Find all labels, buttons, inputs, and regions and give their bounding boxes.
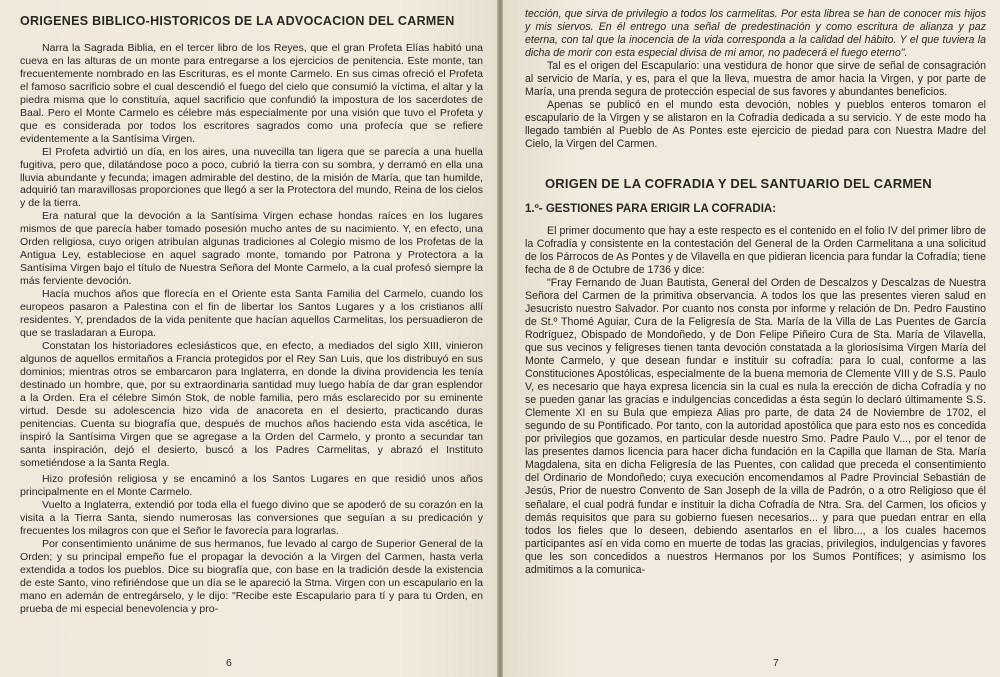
paragraph: "Fray Fernando de Juan Bautista, General del Orden de Descalzos y Descalzas de Nuestra Señora del Carmen de la primitiva observancia. A todos los que las presentes vieren salud en Jesucristo nuestro Salvador. Por cuanto nos consta por informe y relación de Dn. Pedro Faustino de St.º Thomé Aguiar, Cura de la Feligresía de Sta. María de la Villa de Las Puentes de García Rodríguez, Obispado de Mondoñedo, y de Don Felipe Piñeiro Cura de Sta. María de Vilavella, que sus vecinos y feligreses tienen tanta devoción constatada a la gloriosísima Virgen María del Monte Carmelo, y que desean fundar e instituir su cofradía: para lo cual, conforme a las Constituciones Apostólicas, especialmente de la buena memoria de Clemente VIII y de S.S. Paulo V, es necesario que haya expresa licencia sin la cual es nula la erección de dicha Cofradía y no se pueden ganar las gracias e indulgencias concedidas a ésta según lo declaró últimamente S.S. Clemente XI en su Bula que empieza Alias pro parte, de data 24 de Noviembre de 1702, el segundo de su Pontificado. Por tanto, con la autoridad apostólica que para esto nos es concedida por privilegios que gozamos, en particular desde nuestro Smo. Padre Paulo V..., por el tenor de las presentes damos licencia para hacer dicha fundación en la Capilla que llaman de Sta. María Magdalena, sita en dicha Feligresía de las Puentes, con calidad que preceda el consentimiento del Ordinario de Mondoñedo; cuya execución encomendamos al Padre Provincial Sebastián de Jesús, Prior de nuestro Convento de San Joseph de la villa de Padrón, o a otro Religioso que él señalare, el cual podrá fundar e instituir la dicha Cofradía de Ntra. Sra. del Carmen, los oficios y demás requisitos que para su gobierno fuesen necesarios... y para que puedan entrar en ella todos los fieles que lo deseen, debiendo asentarlos en el libro..., a los cuales hacemos participantes así en vida como en muerte de todas las gracias, privilegios, indulgencias y favores que les son concedidos a nuestros Hermanos por los Sumos Pontífices; y asimismo los admitimos a la comunica-	[525, 276, 986, 576]
right-page	[503, 0, 1000, 677]
paragraph: Apenas se publicó en el mundo esta devoción, nobles y pueblos enteros tomaron el escapulario de la Virgen y se alistaron en la Cofradía dedicada a su servicio. Y de este modo ha llegado también al Pueblo de As Pontes este ejercicio de piedad para con Nuestra Madre del Cielo, la Virgen del Carmen.	[525, 99, 986, 151]
page-number: 6	[226, 657, 232, 669]
paragraph: Era natural que la devoción a la Santísima Virgen echase hondas raíces en los lugares mismos de que parecía haber tomado posesión mucho antes de su nacimiento. Y, en efecto, una Orden religiosa, cuyo origen atribuían algunas tradiciones al Colegio mismo de los Profetas de la Antigua Ley, estableciose en aquel sagrado monte, tomando por Patrona y Protectora a la Santísima Virgen bajo el título de Nuestra Señora del Monte Carmelo, a la cual profesó siempre la más ferviente devoción.	[20, 210, 483, 288]
paragraph: El Profeta advirtió un día, en los aires, una nuvecilla tan ligera que se parecía a una huella fugitiva, pero que, dilatándose poco a poco, cubrió la tierra con su sombra, y derramó en ella una lluvia abundante y fecunda; imagen admirable del destino, de la misión de María, que tan humilde, adquirió tan maravillosas proporciones que llegó a ser la Protectora del mundo, Reina de los cielos y de la tierra.	[20, 145, 483, 210]
paragraph: El primer documento que hay a este respecto es el contenido en el folio IV del primer libro de la Cofradía y consistente en la contestación del General de la Orden Carmelitana a una solicitud de los Párrocos de As Pontes y de Vilavella en que pidieran licencia para fundar la Cofradía; tiene fecha de 8 de Octubre de 1736 y dice:	[525, 224, 986, 276]
paragraph: Por consentimiento unánime de sus hermanos, fue levado al cargo de Superior General de la Orden; y su principal empeño fue el propagar la devoción a la Virgen del Carmen, hasta verla extendida a todos los pueblos. Dice su biografía que, con base en la tradición desde la existencia de este Santo, vino refiriéndose que un día se le apareció la Stma. Virgen con un escapulario en la mano en ademán de entregárselo, y le dijo: "Recibe este Escapulario para tí y para tu Orden, en prueba de mi especial benevolencia y pro-	[20, 538, 483, 615]
section-title: ORIGEN DE LA COFRADIA Y DEL SANTUARIO DEL CARMEN	[545, 175, 932, 191]
paragraph: Tal es el origen del Escapulario: una vestidura de honor que sirve de señal de consagración al servicio de María, y es, para el que la lleva, muestra de amor hacia la Virgen, y por parte de María, una prenda segura de protección especial de sus favores y abundantes beneficios.	[525, 60, 986, 99]
quote-continuation: tección, que sirva de privilegio a todos los carmelitas. Por esta librea se han de conocer mis hijos y mis siervos. En él entrego una señal de predestinación y como escritura de alianza y paz eterna, con tal que la inocencia de la vida corresponda a la calidad del hábito. Y el que tuviera la dicha de morir con esta especial divisa de mi amor, no padecerá el fuego eterno".	[525, 8, 986, 60]
subsection-title: 1.º- GESTIONES PARA ERIGIR LA COFRADIA:	[525, 202, 777, 215]
paragraph: Hizo profesión religiosa y se encaminó a los Santos Lugares en que residió unos años principalmente en el Monte Carmelo.	[20, 473, 483, 499]
paragraph: Constatan los historiadores eclesiásticos que, en efecto, a mediados del siglo XIII, vinieron algunos de aquellos ermitaños a Francia protegidos por el Rey San Luis, que los distribuyó en sus dominios; mientras otros se embarcaron para Inglaterra, en donde la divina providencia les tenía destinado un hombre, que, por su extraordinaria santidad muy luego había de dar gran esplendor a la Orden. Era el célebre Simón Stok, de noble familia, pero más esclarecido por su eminente virtud. Desde su adolescencia hizo vida de anacoreta en el desierto, practicando duras penitencias. Cuenta su biografía que, después de muchos años haciendo esta vida ascética, le inspiró la Santísima Virgen que se agregase a la Orden del Carmelo, y pronto a secundar tan santa inspiración, dejó el desierto, buscó a los Padres Carmelitas, y abrazó el Instituto sometiéndose a la Santa Regla.	[20, 339, 483, 469]
paragraph: Vuelto a Inglaterra, extendió por toda ella el fuego divino que se apoderó de su corazón en la visita a la Tierra Santa, siendo numerosas las conversiones que seguían a su predicación y frecuentes los milagros con que el Señor le favorecía para lograrlas.	[20, 499, 483, 538]
page-number: 7	[773, 657, 779, 669]
paragraph: Hacía muchos años que florecía en el Oriente esta Santa Familia del Carmelo, cuando los europeos pasaron a Palestina con el fin de libertar los Santos Lugares y a los cristianos allí residentes. Y, prendados de la vida penitente que hacían aquellos Carmelitas, los persuadieron de que se trasladaran a Europa.	[20, 288, 483, 339]
page-title: ORIGENES BIBLICO-HISTORICOS DE LA ADVOCACION DEL CARMEN	[20, 14, 455, 28]
left-page	[0, 0, 497, 677]
paragraph: Narra la Sagrada Biblia, en el tercer libro de los Reyes, que el gran Profeta Elías habitó una cueva en las alturas de un monte para entregarse a los ejercicios de penitencia. Este monte, tan frecuentemente nombrado en las Escrituras, es el monte Carmelo. En sus cimas ofreció el Profeta el famoso sacrificio sobre el cual descendió el fuego del cielo que consumió la víctima, el altar y la piedra misma que lo constituía, aquel sacrificio que confundió la impostura de los sacerdotes de Baal. Pero el Monte Carmelo es célebre más especialmente por una visión que tuvo el Profeta y que es considerada por todos los escritores sagrados como una profecía que se refiere evidentemente a la Santísima Virgen.	[20, 42, 483, 145]
